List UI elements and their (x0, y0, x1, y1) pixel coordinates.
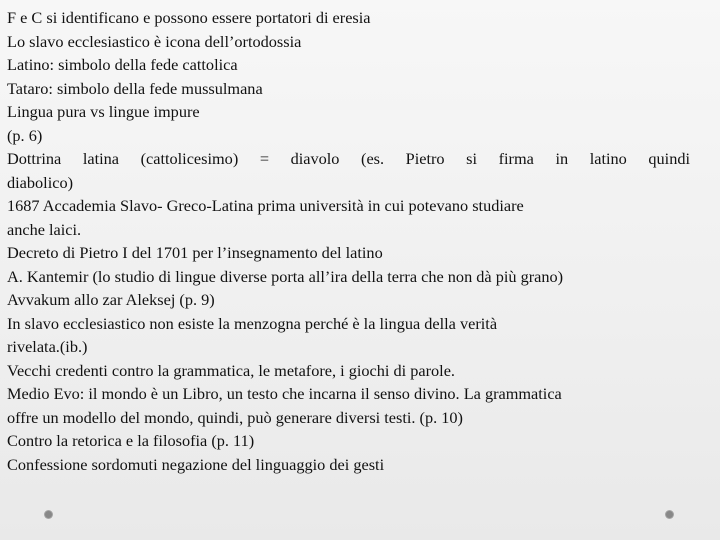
text-line: Dottrina latina (cattolicesimo) = diavolo (es. Pietro si firma in latino quindi (7, 149, 690, 168)
slide-body-text (7, 6, 690, 476)
text-line: Decreto di Pietro I del 1701 per l’insegnamento del latino (7, 243, 383, 262)
text-line: Tataro: simbolo della fede mussulmana (7, 78, 263, 98)
text-line: Lo slavo ecclesiastico è icona dell’ortodossia (7, 31, 302, 51)
text-line: Latino: simbolo della fede cattolica (7, 55, 238, 74)
text-line: A. Kantemir (lo studio di lingue diverse porta all’ira della terra che non dà più grano) (7, 266, 564, 286)
text-line: Lingua pura vs lingue impure (7, 102, 200, 121)
text-line: anche laici. (7, 219, 82, 239)
decorative-dot-left (45, 511, 52, 518)
text-line: diabolico) (7, 172, 74, 192)
text-line: 1687 Accademia Slavo- Greco-Latina prima università in cui potevano studiare (7, 196, 524, 215)
decorative-dot-right (666, 511, 673, 518)
text-line: Contro la retorica e la filosofia (p. 11) (7, 431, 255, 450)
text-line: Confessione sordomuti negazione del linguaggio dei gesti (7, 454, 385, 474)
text-line: (p. 6) (7, 125, 43, 145)
text-line: F e C si identificano e possono essere portatori di eresia (7, 8, 371, 27)
text-line: rivelata.(ib.) (7, 337, 88, 356)
text-line: In slavo ecclesiastico non esiste la menzogna perché è la lingua della verità (7, 313, 498, 333)
text-line: Vecchi credenti contro la grammatica, le metafore, i giochi di parole. (7, 360, 455, 380)
text-line: Medio Evo: il mondo è un Libro, un testo che incarna il senso divino. La grammatica (7, 384, 562, 403)
text-line: offre un modello del mondo, quindi, può generare diversi testi. (p. 10) (7, 407, 463, 427)
text-line: Avvakum allo zar Aleksej (p. 9) (7, 290, 215, 309)
